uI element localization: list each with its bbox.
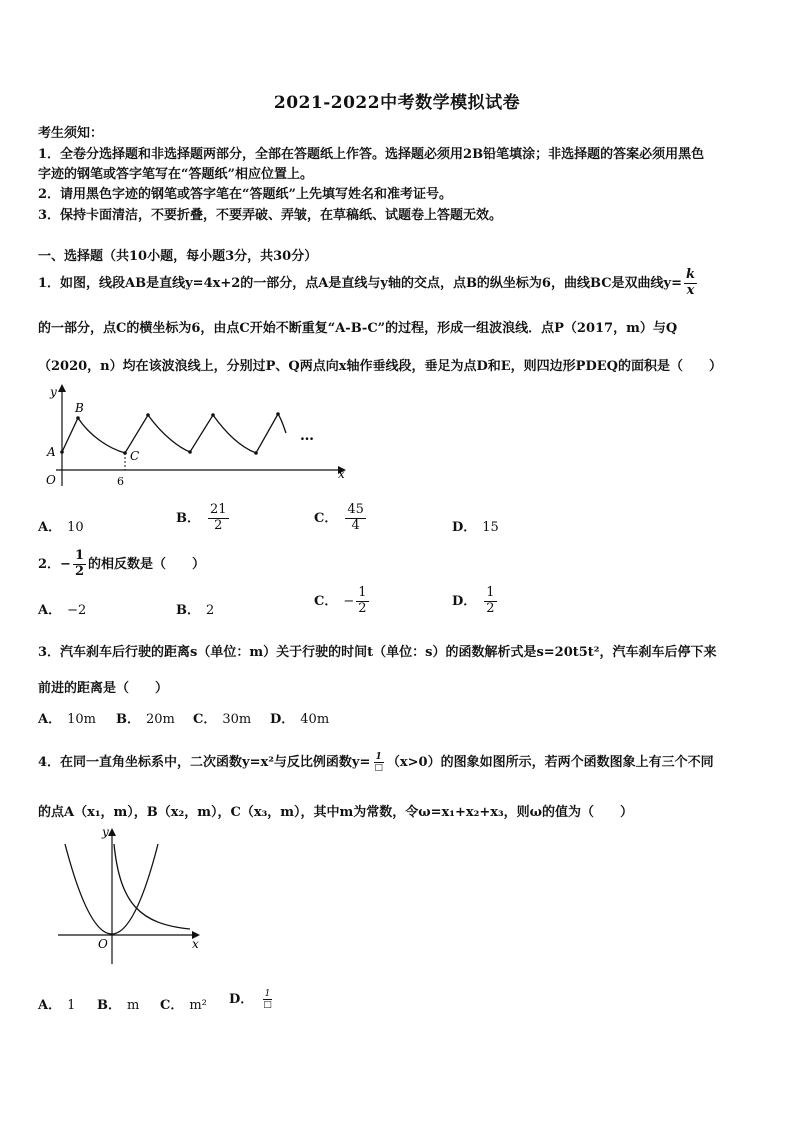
q4-hyperbola (114, 844, 190, 929)
q4-y-arrow (108, 828, 116, 836)
q4-label-y: y (102, 825, 109, 839)
q1-option-b[interactable]: B． $\frac{21}{2}$ (176, 502, 227, 533)
q2-option-d[interactable]: D． $\frac{1}{2}$ (452, 585, 495, 616)
q2-line: 2．− $\frac{1}{2}$ 的相反数是（ ） (38, 548, 206, 579)
q4-label-o: O (98, 937, 108, 951)
q4-option-a[interactable]: A． 1 (38, 998, 76, 1013)
q3-line2: 前进的距离是（ ） (38, 681, 169, 696)
q1-option-c[interactable]: C． $\frac{45}{4}$ (314, 502, 364, 533)
q1-wave-figure (38, 378, 358, 493)
notice-item-1: 1．全卷分选择题和非选择题两部分，全部在答题纸上作答。选择题必须用2B铅笔填涂；非选择题的答案必须用黑色 (38, 147, 705, 162)
q4-line2: 的点A（x₁，m），B（x₂，m），C（x₃，m），其中m为常数，令ω=x₁+x₂+x₃，则ω的值为（ ） (38, 805, 634, 820)
q1-label-o: O (46, 473, 56, 487)
q4-line1: 4．在同一直角坐标系中，二次函数y=x²与反比例函数y= $\frac{1}{□}$ （x>0）的图象如图所示，若两个函数图象上有三个不同 (38, 751, 714, 773)
q1-wave-curve (62, 414, 286, 453)
q1-label-x: x (338, 467, 345, 481)
q1-text-1: 1．如图，线段AB是直线y=4x+2的一部分，点A是直线与y轴的交点，点B的纵坐标为6，曲线BC是双曲线y= (38, 275, 682, 291)
section-heading: 一、选择题（共10小题，每小题3分，共30分） (38, 249, 318, 264)
q4-option-d[interactable]: D． $\frac{1}{□}$ (229, 988, 272, 1010)
q4-option-c[interactable]: C． m² (160, 998, 207, 1013)
q1-label-a: A (47, 445, 56, 459)
q4-label-x: x (192, 937, 199, 951)
q1-label-dots: … (300, 428, 314, 444)
q1-line3: （2020，n）均在该波浪线上，分别过P、Q两点向x轴作垂线段，垂足为点D和E，则四边形PDEQ的面积是（ ） (38, 359, 722, 374)
q1-y-arrow (58, 384, 66, 392)
notice-heading: 考生须知： (38, 126, 104, 141)
page-title: 2021-2022中考数学模拟试卷 (273, 93, 521, 113)
q4-option-b[interactable]: B． m (97, 998, 140, 1013)
q1-frac-den: x (686, 282, 695, 298)
q1-fraction (684, 268, 697, 299)
q3-option-b[interactable]: B． 20m (116, 712, 175, 727)
q1-label-c: C (130, 449, 140, 463)
q2-option-c[interactable]: C． − $\frac{1}{2}$ (314, 585, 367, 616)
q4-graph-figure (50, 824, 210, 969)
q1-line2: 的一部分，点C的横坐标为6，由点C开始不断重复“A-B-C”的过程，形成一组波浪线．点P（2017，m）与Q (38, 321, 678, 336)
q3-line1: 3．汽车刹车后行驶的距离s（单位：m）关于行驶的时间t（单位：s）的函数解析式是s=20t5t²，汽车刹车后停下来 (38, 645, 717, 660)
q1-frac-num: k (686, 267, 696, 282)
q3-option-a[interactable]: A． 10m (38, 712, 96, 727)
q1-label-b: B (75, 401, 84, 415)
q3-option-d[interactable]: D． 40m (270, 712, 330, 727)
q1-label-six: 6 (117, 475, 124, 488)
q1-line1 (38, 268, 699, 299)
notice-item-3: 3．保持卡面清洁，不要折叠，不要弄破、弄皱，在草稿纸、试题卷上答题无效。 (38, 208, 503, 223)
q4-fraction: $\frac{1}{□}$ (374, 751, 383, 773)
q1-option-a[interactable]: A． 10 (38, 520, 84, 535)
q3-option-c[interactable]: C． 30m (193, 712, 252, 727)
q1-option-d[interactable]: D． 15 (452, 520, 499, 535)
q1-label-y: y (50, 385, 57, 399)
q2-option-b[interactable]: B． 2 (176, 603, 215, 618)
notice-item-1-cont: 字迹的钢笔或答字笔写在“答题纸”相应位置上。 (38, 167, 313, 182)
notice-item-2: 2．请用黑色字迹的钢笔或答字笔在“答题纸”上先填写姓名和准考证号。 (38, 187, 453, 202)
q2-option-a[interactable]: A． −2 (38, 603, 87, 618)
